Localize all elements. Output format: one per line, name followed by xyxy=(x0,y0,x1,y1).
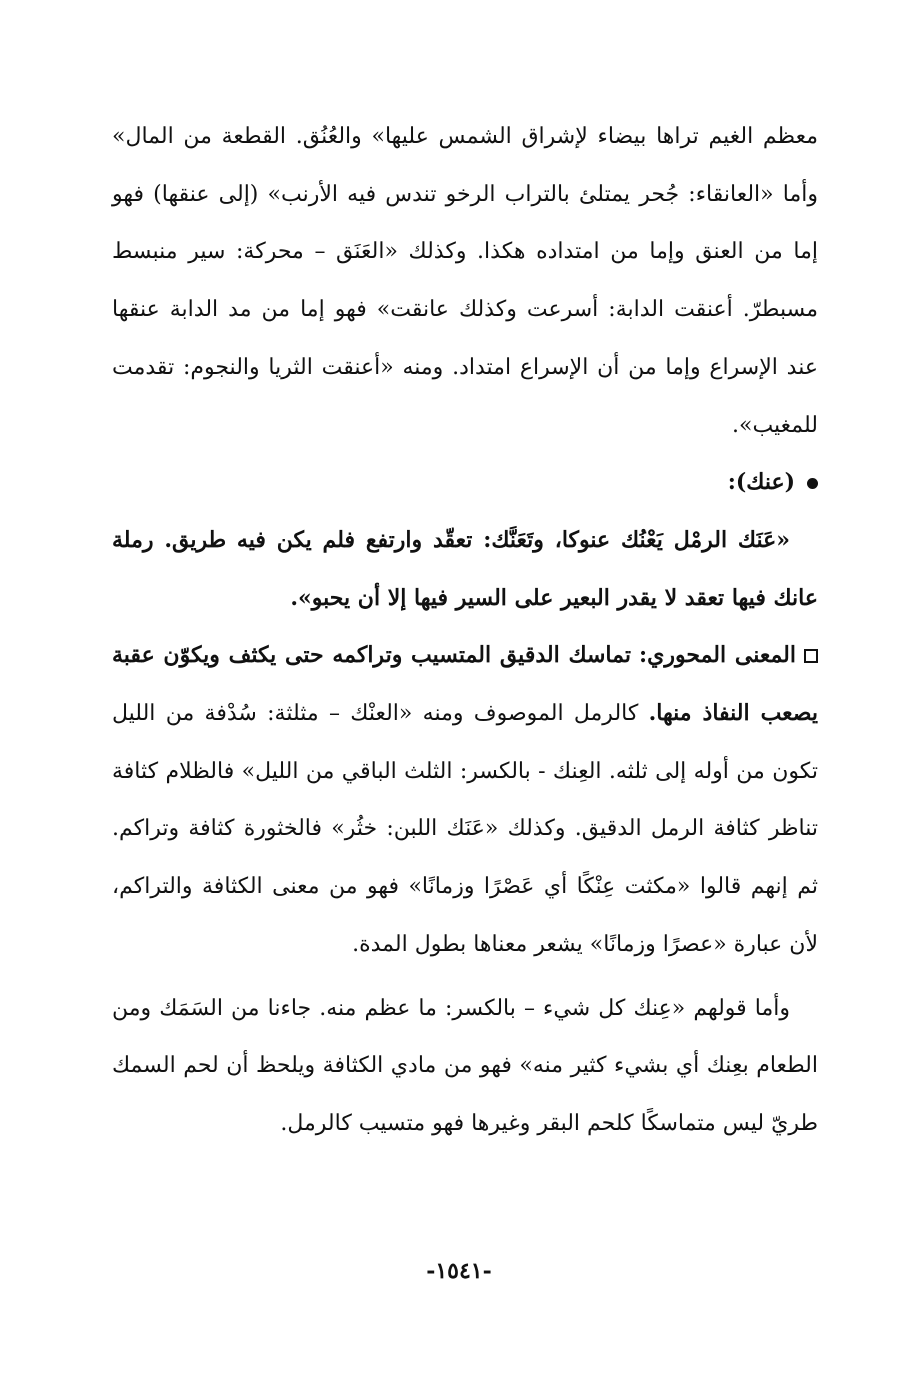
body-text xyxy=(112,108,818,1153)
entry-heading xyxy=(112,454,818,512)
paragraph-continuation: معظم الغيم تراها بيضاء لإشراق الشمس عليها» والعُنُق. القطعة من المال» وأما «العانقاء: جُحر يمتلئ بالتراب الرخو تندس فيه الأرنب» (إلى عنقها) فهو إما من العنق وإما من امتداده هكذا. وكذلك «العَنَق – محركة: سير منبسط مسبطرّ. أعنقت الدابة: أسرعت وكذلك عانقت» فهو إما من مد الدابة عنقها عند الإسراع وإما من أن الإسراع امتداد. ومنه «أعنقت الثريا والنجوم: تقدمت للمغيب». xyxy=(112,124,818,438)
square-box-icon xyxy=(804,649,818,663)
core-meaning-label: المعنى المحوري: xyxy=(639,642,796,669)
core-meaning-paragraph xyxy=(112,627,818,973)
core-meaning-text: تماسك الدقيق المتسيب وتراكمه حتى يكثف ويكوّن عقبة يصعب النفاذ منها. xyxy=(112,642,818,727)
core-meaning-explanation: كالرمل الموصوف ومنه «العنْك – مثلثة: سُدْفة من الليل تكون من أوله إلى ثلثه. العِنك - بالكسر: الثلث الباقي من الليل» فالظلام كثافة تناظر كثافة الرمل الدقيق. وكذلك «عَنَك اللبن: خثُر» فالخثورة كثافة وتراكم. ثم إنهم قالوا «مكثت عِنْكًا أي عَصْرًا وزمانًا» فهو من معنى الكثافة والتراكم، لأن عبارة «عصرًا وزمانًا» يشعر معناها بطول المدة. xyxy=(112,701,818,957)
entry-definition: «عَنَك الرمْل يَعْنُك عنوكا، وتَعَنَّك: تعقّد وارتفع فلم يكن فيه طريق. رملة عانك فيها تعقد لا يقدر البعير على السير فيها إلا أن يحبو». xyxy=(112,526,818,611)
entry-heading-text: (عنك): xyxy=(727,469,795,496)
closing-paragraph: وأما قولهم «عِنك كل شيء – بالكسر: ما عظم منه. جاءنا من السَمَك ومن الطعام بعِنك أي بشيء كثير منه» فهو من مادي الكثافة ويلحظ أن لحم السمك طريّ ليس متماسكًا كلحم البقر وغيرها فهو متسيب كالرمل. xyxy=(112,995,818,1136)
page-number: -١٥٤١- xyxy=(426,1258,492,1284)
bullet-icon xyxy=(807,478,818,489)
